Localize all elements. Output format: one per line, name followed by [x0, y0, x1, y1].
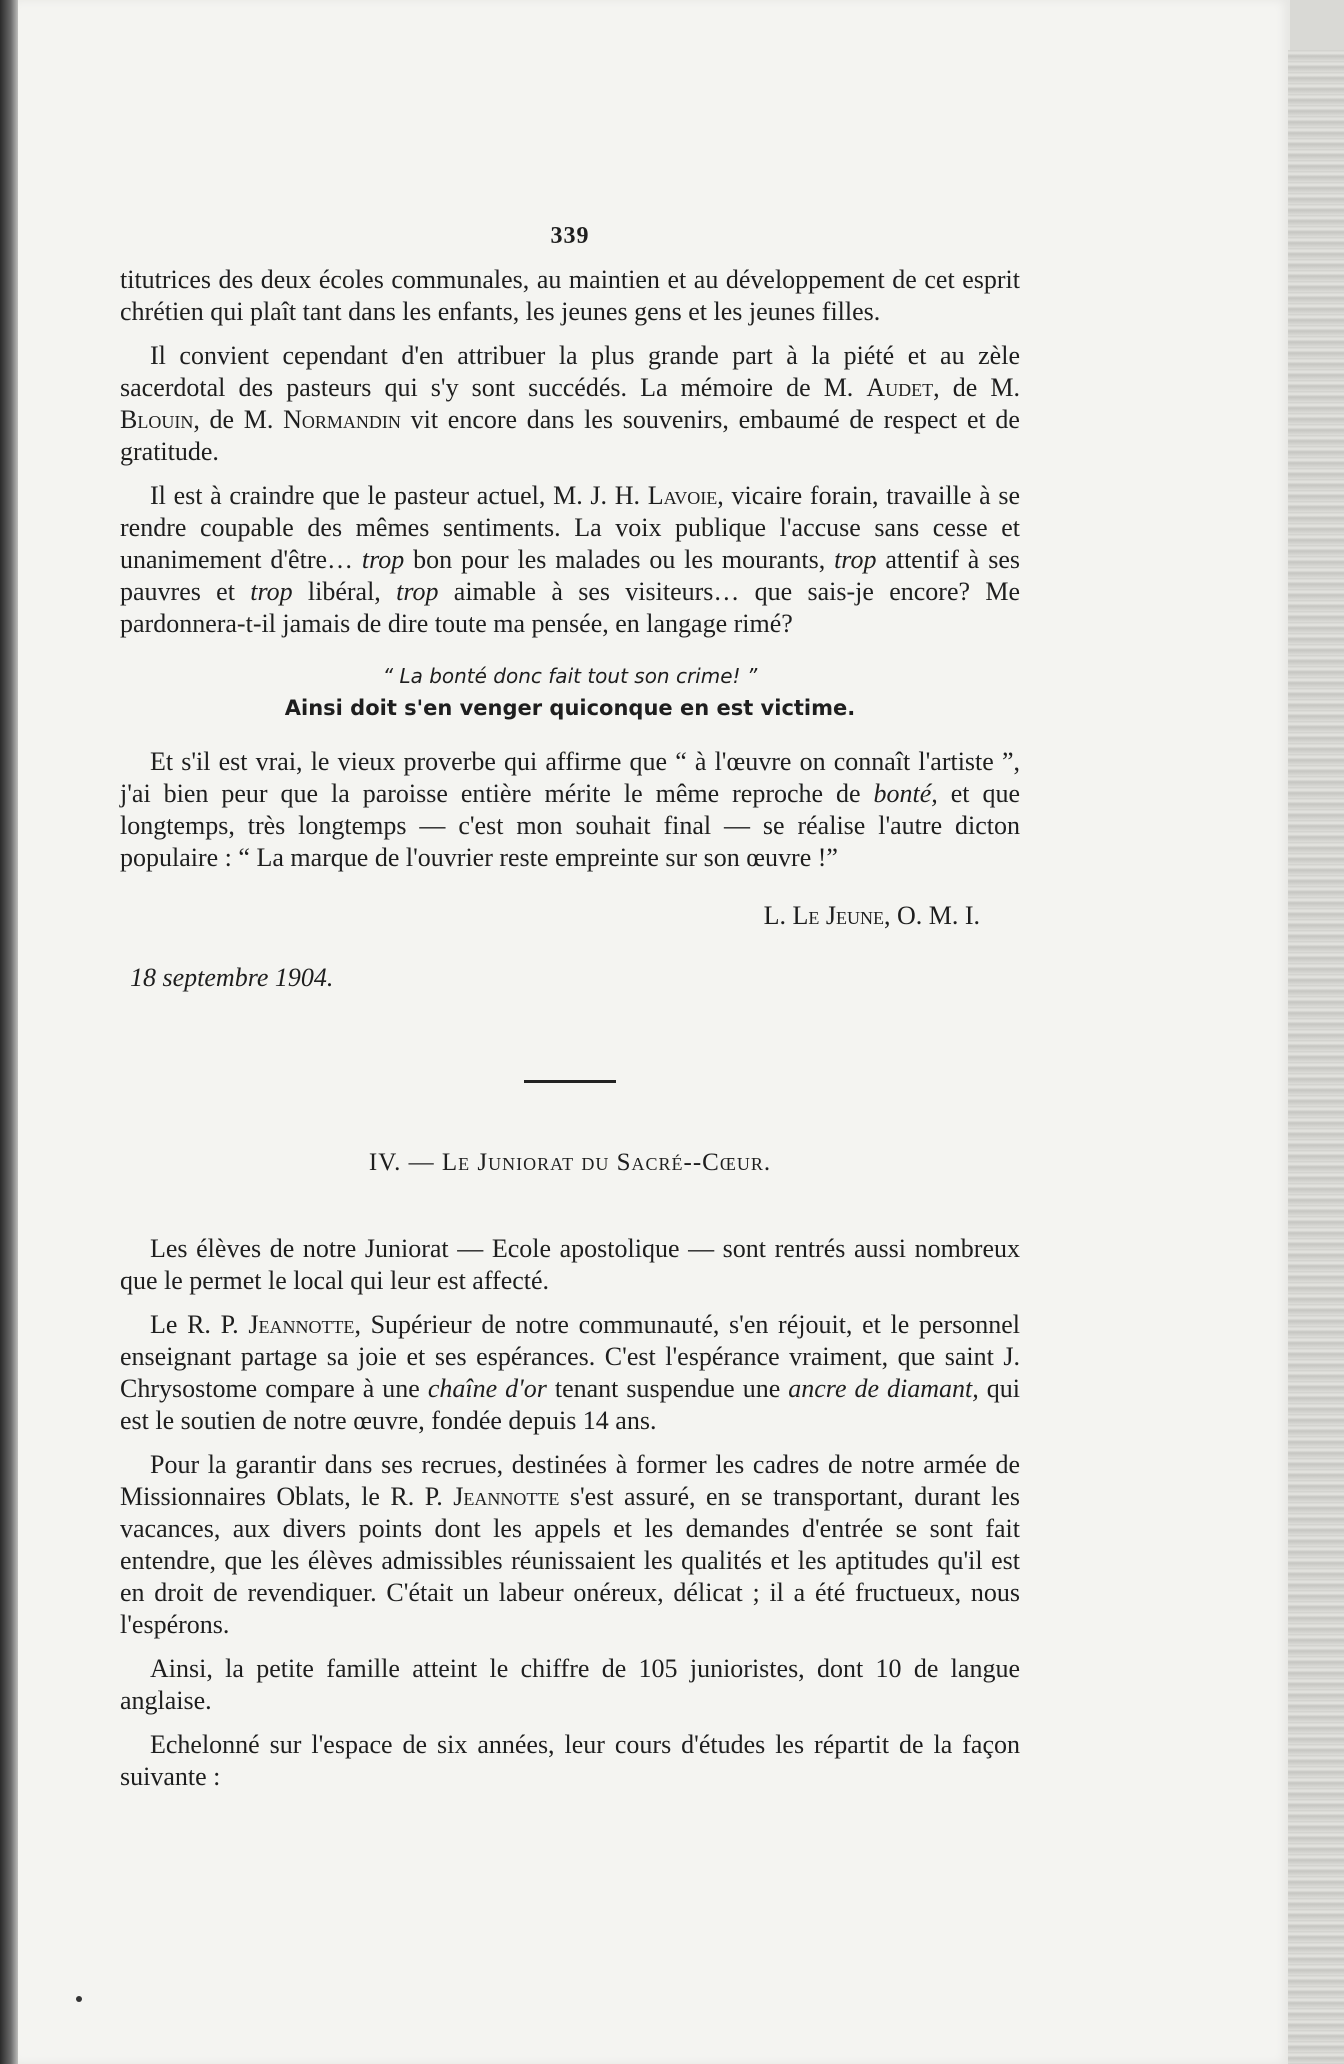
scan-right-edge [1288, 50, 1344, 2064]
name-jeannotte: Jeannotte [248, 1310, 355, 1339]
section-divider [524, 1080, 616, 1083]
name-normandin: Normandin [283, 405, 401, 434]
dateline: 18 septembre 1904. [130, 963, 334, 992]
name-lavoie: Lavoie [647, 481, 718, 510]
paragraph-6: Le R. P. Jeannotte, Supérieur de notre communauté, s'en réjouit, et le personnel enseignant partage sa joie et ses espérances. C'est l'espérance vraiment, que saint J. Chrysostome compare à une chaîne d'or tenant suspendue une ancre de diamant, qui est le soutien de notre œuvre, fondée depuis 14 ans. [120, 1310, 1021, 1435]
paragraph-3: Il est à craindre que le pasteur actuel, M. J. H. Lavoie, vicaire forain, travaille à se rendre coupable des mêmes sentiments. La voix publique l'accuse sans cesse et unanimement d'être… trop bon pour les malades ou les mourants, trop attentif à ses pauvres et trop libéral, trop aimable à ses visiteurs… que sais-je encore? Me pardonnera-t-il jamais de dire toute ma pensée, en langage rimé? [120, 481, 1020, 638]
verse-line-1: “ La bonté donc fait tout son crime! ” [382, 664, 758, 688]
section-heading: IV. — Le Juniorat du Sacré--Cœur. [368, 1149, 772, 1176]
verse-quote [120, 660, 1020, 724]
paragraph-1: titutrices des deux écoles communales, au maintien et au développement de cet esprit chrétien qui plaît tant dans les enfants, les jeunes gens et les jeunes filles. [120, 265, 1020, 326]
name-jeannotte-2: Jeannotte [453, 1482, 560, 1511]
paragraph-5: Les élèves de notre Juniorat — Ecole apostolique — sont rentrés aussi nombreux que le permet le local qui leur est affecté. [120, 1234, 1020, 1295]
signature: L. Le Jeune, O. M. I. [763, 901, 980, 930]
page-content [120, 220, 1020, 1805]
name-blouin: Blouin [120, 405, 194, 434]
verse-line-2: Ainsi doit s'en venger quiconque en est victime. [284, 696, 856, 720]
scan-left-edge [0, 0, 18, 2064]
page-number: 339 [550, 223, 590, 249]
paragraph-2: Il convient cependant d'en attribuer la plus grande part à la piété et au zèle sacerdotal des pasteurs qui s'y sont succédés. La mémoire de M. Audet, de M. Blouin, de M. Normandin vit encore dans les souvenirs, embaumé de respect et de gratitude. [120, 341, 1020, 466]
paragraph-9: Echelonné sur l'espace de six années, leur cours d'études les répartit de la façon suivante : [120, 1730, 1020, 1791]
margin-mark [76, 1996, 82, 2002]
paragraph-4: Et s'il est vrai, le vieux proverbe qui affirme que “ à l'œuvre on connaît l'artiste ”, j'ai bien peur que la paroisse entière mérite le même reproche de bonté, et que longtemps, très longtemps — c'est mon souhait final — se réalise l'autre dicton populaire : “ La marque de l'ouvrier reste empreinte sur son œuvre !” [120, 747, 1020, 872]
paragraph-8: Ainsi, la petite famille atteint le chiffre de 105 junioristes, dont 10 de langue anglaise. [120, 1654, 1020, 1715]
paragraph-7: Pour la garantir dans ses recrues, destinées à former les cadres de notre armée de Missionnaires Oblats, le R. P. Jeannotte s'est assuré, en se transportant, durant les vacances, aux divers points dont les appels et les demandes d'entrée se sont fait entendre, que les élèves admissibles réunissaient les qualités et les aptitudes qu'il est en droit de revendiquer. C'était un labeur onéreux, délicat ; il a été fructueux, nous l'espérons. [120, 1450, 1020, 1639]
name-audet: Audet [866, 373, 934, 402]
